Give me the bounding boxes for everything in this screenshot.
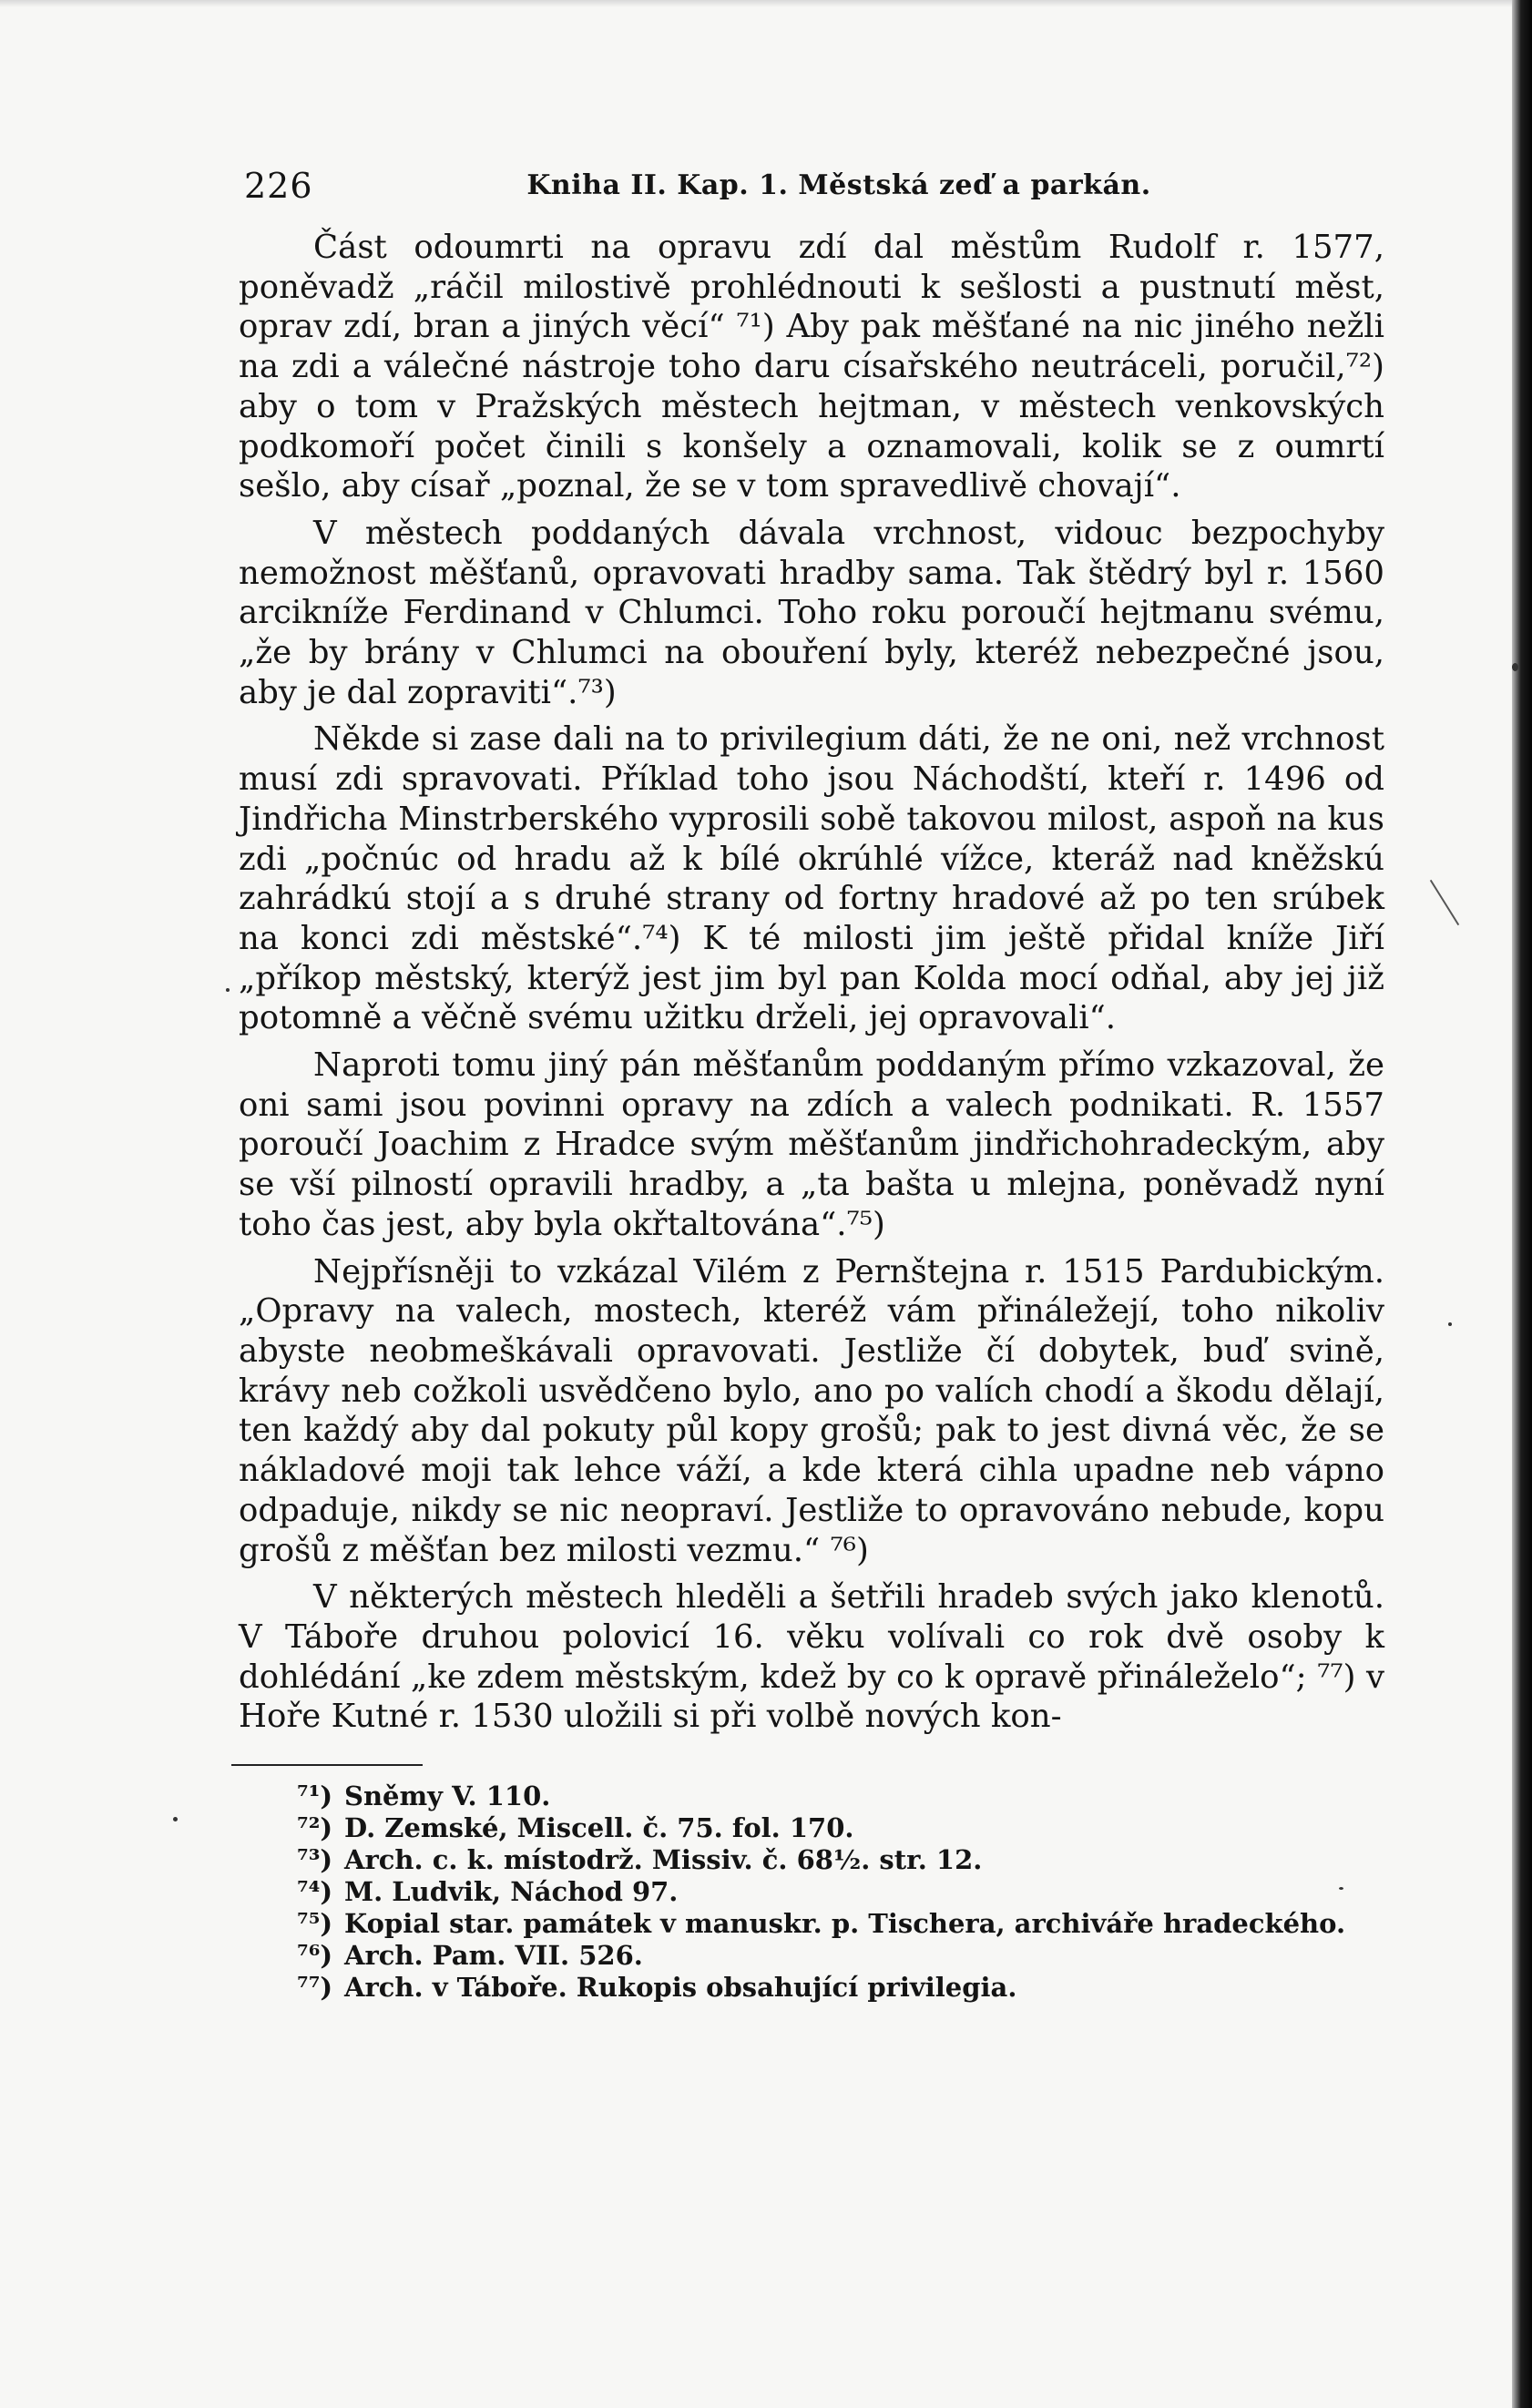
book-page <box>239 146 1384 2004</box>
body-text <box>239 228 1384 1737</box>
footnote <box>297 1940 1384 1972</box>
paragraph: Nejpřísněji to vzkázal Vilém z Pernštejna r. 1515 Pardubickým. „Opravy na valech, mostech, kteréž vám přináležejí, toho nikoliv abyste neobmeškávali opravovati. Jestliže čí dobytek, buď svině, krávy neb cožkoli usvědčeno bylo, ano po valích chodí a škodu dělají, ten každý aby dal pokuty půl kopy grošů; pak to jest divná věc, že se nákladové moji tak lehce váží, a kde která cihla upadne neb vápno odpaduje, nikdy se nic neopraví. Jestliže to opravováno nebude, kopu grošů z měšťan bez milosti vezmu.“ ⁷⁶) <box>239 1252 1384 1569</box>
footnote <box>297 1780 1384 1812</box>
footnote-mark: ⁷²) <box>297 1812 333 1844</box>
footnote-text: Arch. Pam. VII. 526. <box>344 1940 643 1972</box>
paragraph: V městech poddaných dávala vrchnost, vidouc bezpochyby nemožnost měšťanů, opravovati hradby sama. Tak štědrý byl r. 1560 arcikníže Ferdinand v Chlumci. Toho roku poroučí hejtmanu svému, „že by brány v Chlumci na obouření byly, kteréž nebezpečné jsou, aby je dal zopraviti“.⁷³) <box>239 514 1384 711</box>
scan-speck <box>1339 1887 1343 1890</box>
scan-speck <box>226 988 230 992</box>
footnote-mark: ⁷⁷) <box>297 1972 333 2004</box>
footnote <box>297 1844 1384 1876</box>
footnote <box>297 1812 1384 1844</box>
footnote-text: Arch. v Táboře. Rukopis obsahující privilegia. <box>344 1972 1017 2004</box>
footnote-text: Sněmy V. 110. <box>344 1780 551 1812</box>
scan-top-edge <box>0 0 1532 7</box>
footnote-text: D. Zemské, Miscell. č. 75. fol. 170. <box>344 1812 854 1844</box>
footnote-rule <box>231 1764 423 1766</box>
footnote-mark: ⁷⁵) <box>297 1908 333 1940</box>
footnotes <box>297 1780 1384 2004</box>
footnote <box>297 1908 1384 1940</box>
footnote <box>297 1876 1384 1908</box>
footnote-mark: ⁷³) <box>297 1844 333 1876</box>
scan-speck <box>1512 663 1518 671</box>
page-header <box>239 146 1384 228</box>
footnote-text: Kopial star. památek v manuskr. p. Tischera, archiváře hradeckého. <box>344 1908 1346 1940</box>
footnote <box>297 1972 1384 2004</box>
paragraph: V některých městech hleděli a šetřili hradeb svých jako klenotů. V Táboře druhou polovicí 16. věku volívali co rok dvě osoby k dohlédání „ke zdem městským, kdež by co k opravě přináleželo“; ⁷⁷) v Hoře Kutné r. 1530 uložili si při volbě nových kon- <box>239 1578 1384 1736</box>
footnote-mark: ⁷⁶) <box>297 1940 333 1972</box>
footnote-mark: ⁷¹) <box>297 1780 333 1812</box>
scan-mark <box>1430 880 1459 925</box>
page-number: 226 <box>244 166 313 206</box>
footnote-mark: ⁷⁴) <box>297 1876 333 1908</box>
paragraph: Někde si zase dali na to privilegium dáti, že ne oni, než vrchnost musí zdi spravovati. Příklad toho jsou Náchodští, kteří r. 1496 od Jindřicha Minstrberského vyprosili sobě takovou milost, aspoň na kus zdi „počnúc od hradu až k bílé okrúhlé vížce, kteráž nad kněžskú zahrádkú stojí a s druhé strany od fortny hradové až po ten srúbek na konci zdi městské“.⁷⁴) K té milosti jim ještě přidal kníže Jiří „příkop městský, kterýž jest jim byl pan Kolda mocí odňal, aby jej již potomně a věčně svému užitku drželi, jej opravovali“. <box>239 720 1384 1037</box>
scan-speck <box>1448 1322 1452 1326</box>
running-head: Kniha II. Kap. 1. Městská zeď a parkán. <box>526 169 1151 201</box>
paragraph: Část odoumrti na opravu zdí dal městům Rudolf r. 1577, poněvadž „ráčil milostivě prohlédnouti k sešlosti a pustnutí měst, oprav zdí, bran a jiných věcí“ ⁷¹) Aby pak měšťané na nic jiného nežli na zdi a válečné nástroje toho daru císařského neutráceli, poručil,⁷²) aby o tom v Pražských městech hejtman, v městech venkovských podkomoří počet činili s konšely a oznamovali, kolik se z oumrtí sešlo, aby císař „poznal, že se v tom spravedlivě chovají“. <box>239 229 1384 505</box>
paragraph: Naproti tomu jiný pán měšťanům poddaným přímo vzkazoval, že oni sami jsou povinni opravy na zdích a valech podnikati. R. 1557 poroučí Joachim z Hradce svým měšťanům jindřichohradeckým, aby se vší pilností opravili hradby, a „ta bašta u mlejna, poněvadž nyní toho čas jest, aby byla okřtaltována“.⁷⁵) <box>239 1046 1384 1243</box>
scan-binding-edge <box>1512 0 1532 2408</box>
footnote-text: Arch. c. k. místodrž. Missiv. č. 68½. str. 12. <box>344 1844 983 1876</box>
scan-speck <box>173 1817 178 1821</box>
footnote-text: M. Ludvik, Náchod 97. <box>344 1876 679 1908</box>
